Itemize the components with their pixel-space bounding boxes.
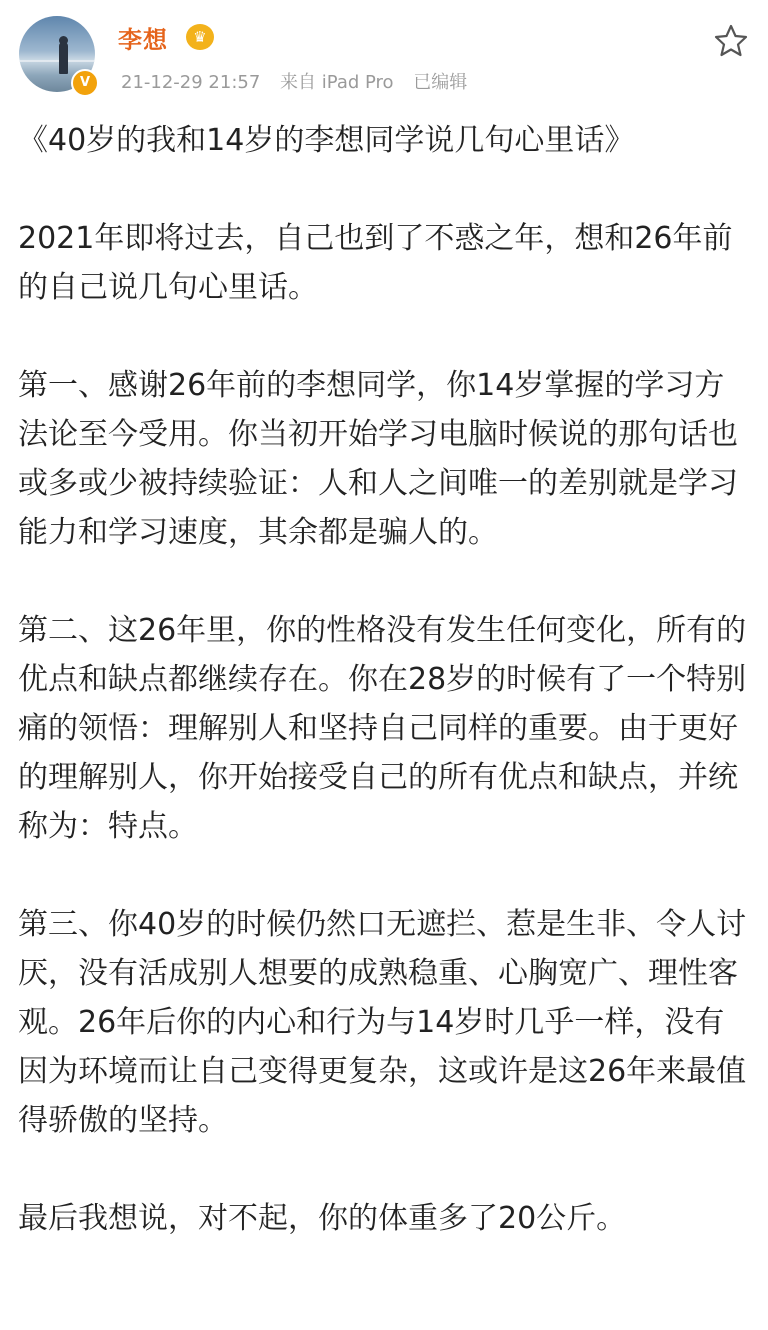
post-header xyxy=(0,0,768,110)
post-paragraph-1: 2021年即将过去，自己也到了不惑之年，想和26年前的自己说几句心里话。 xyxy=(18,221,733,305)
post-content xyxy=(18,116,753,1243)
crown-icon: ♛ xyxy=(186,24,214,50)
verified-badge-icon: V xyxy=(71,69,99,97)
avatar-person xyxy=(59,42,68,74)
author-name[interactable]: 李想 xyxy=(118,26,168,54)
post-source: 来自 iPad Pro xyxy=(280,72,394,93)
post-title: 《40岁的我和14岁的李想同学说几句心里话》 xyxy=(18,123,635,158)
post-meta xyxy=(121,68,481,94)
post-paragraph-4: 第三、你40岁的时候仍然口无遮拦、惹是生非、令人讨厌，没有活成别人想要的成熟稳重、心胸宽广、理性客观。26年后你的内心和行为与14岁时几乎一样，没有因为环境而让自己变得更复杂，这或许是这26年来最值得骄傲的坚持。 xyxy=(18,907,747,1138)
post-paragraph-5: 最后我想说，对不起，你的体重多了20公斤。 xyxy=(18,1201,627,1236)
edited-label[interactable]: 已编辑 xyxy=(413,72,468,93)
post-time: 21-12-29 21:57 xyxy=(121,72,261,93)
favorite-star-icon[interactable] xyxy=(712,22,750,60)
post-paragraph-2: 第一、感谢26年前的李想同学，你14岁掌握的学习方法论至今受用。你当初开始学习电脑时候说的那句话也或多或少被持续验证：人和人之间唯一的差别就是学习能力和学习速度，其余都是骗人的。 xyxy=(18,368,738,550)
avatar-horizon xyxy=(19,60,95,62)
post-paragraph-3: 第二、这26年里，你的性格没有发生任何变化，所有的优点和缺点都继续存在。你在28岁的时候有了一个特别痛的领悟：理解别人和坚持自己同样的重要。由于更好的理解别人，你开始接受自己的所有优点和缺点，并统称为：特点。 xyxy=(18,613,747,844)
